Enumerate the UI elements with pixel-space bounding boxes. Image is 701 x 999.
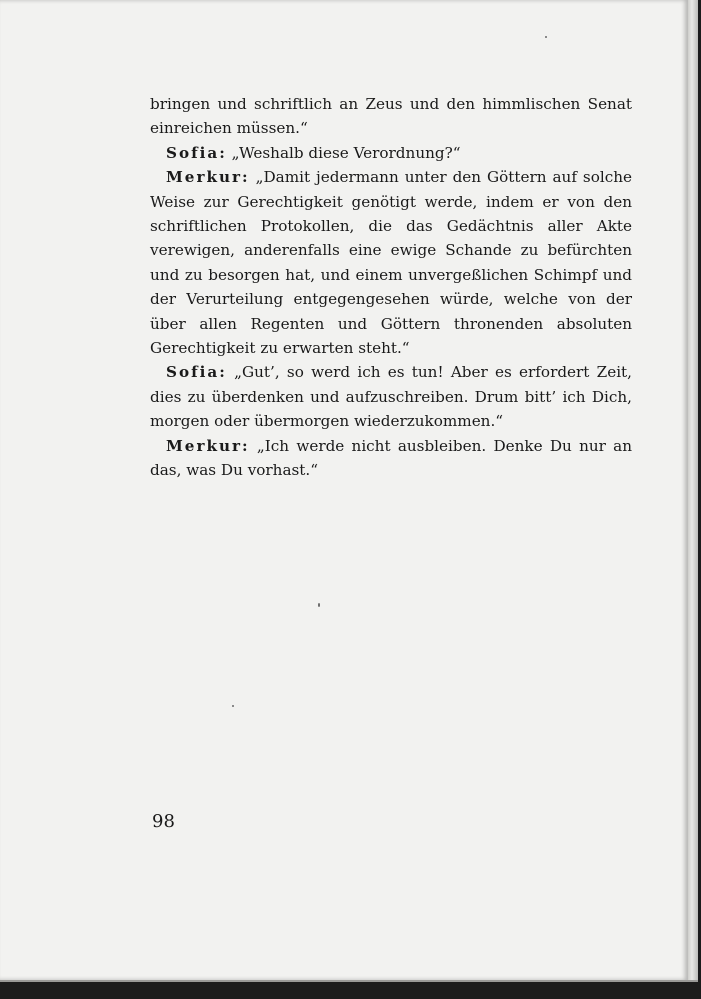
speaker-label: Sofia: — [166, 143, 227, 162]
dust-speck — [232, 705, 234, 707]
dust-speck — [545, 36, 547, 38]
page-number: 98 — [152, 811, 175, 832]
paragraph-5 — [150, 434, 632, 483]
paragraph-2 — [150, 141, 632, 165]
page-edge — [688, 0, 698, 980]
dust-speck — [318, 603, 320, 607]
paragraph-3 — [150, 165, 632, 360]
paragraph-text: bringen und schriftlich an Zeus und den himmlischen Senat einreichen müssen.“ — [150, 95, 632, 138]
page-bottom-edge — [0, 980, 698, 982]
speaker-label: Sofia: — [166, 363, 227, 382]
paragraph-text: „Damit jedermann unter den Göttern auf solche Weise zur Gerechtigkeit genötigt werde, indem er von den schriftlichen Protokollen, die das Gedächtnis aller Akte verewigen, anderenfalls eine ewige Schande zu befürchten und zu besorgen hat, und einem unvergeßlichen Schimpf und der Verurteilung entgegengesehen würde, welche von der über allen Regenten und Göttern thronenden absoluten Gerechtigkeit zu erwarten steht.“ — [150, 168, 632, 358]
paragraph-1 — [150, 92, 632, 141]
paragraph-text: „Ich werde nicht ausbleiben. Denke Du nur an das, was Du vorhast.“ — [150, 436, 632, 480]
paragraph-text: „Gut’, so werd ich es tun! Aber es erfordert Zeit, dies zu überdenken und aufzuschreiben. Drum bitt’ ich Dich, morgen oder übermorgen wiederzukommen.“ — [150, 363, 632, 431]
body-text — [150, 92, 632, 483]
speaker-label: Merkur: — [166, 168, 250, 187]
speaker-label: Merkur: — [166, 436, 250, 455]
paragraph-text: „Weshalb diese Verordnung?“ — [226, 143, 461, 162]
paragraph-4 — [150, 360, 632, 433]
